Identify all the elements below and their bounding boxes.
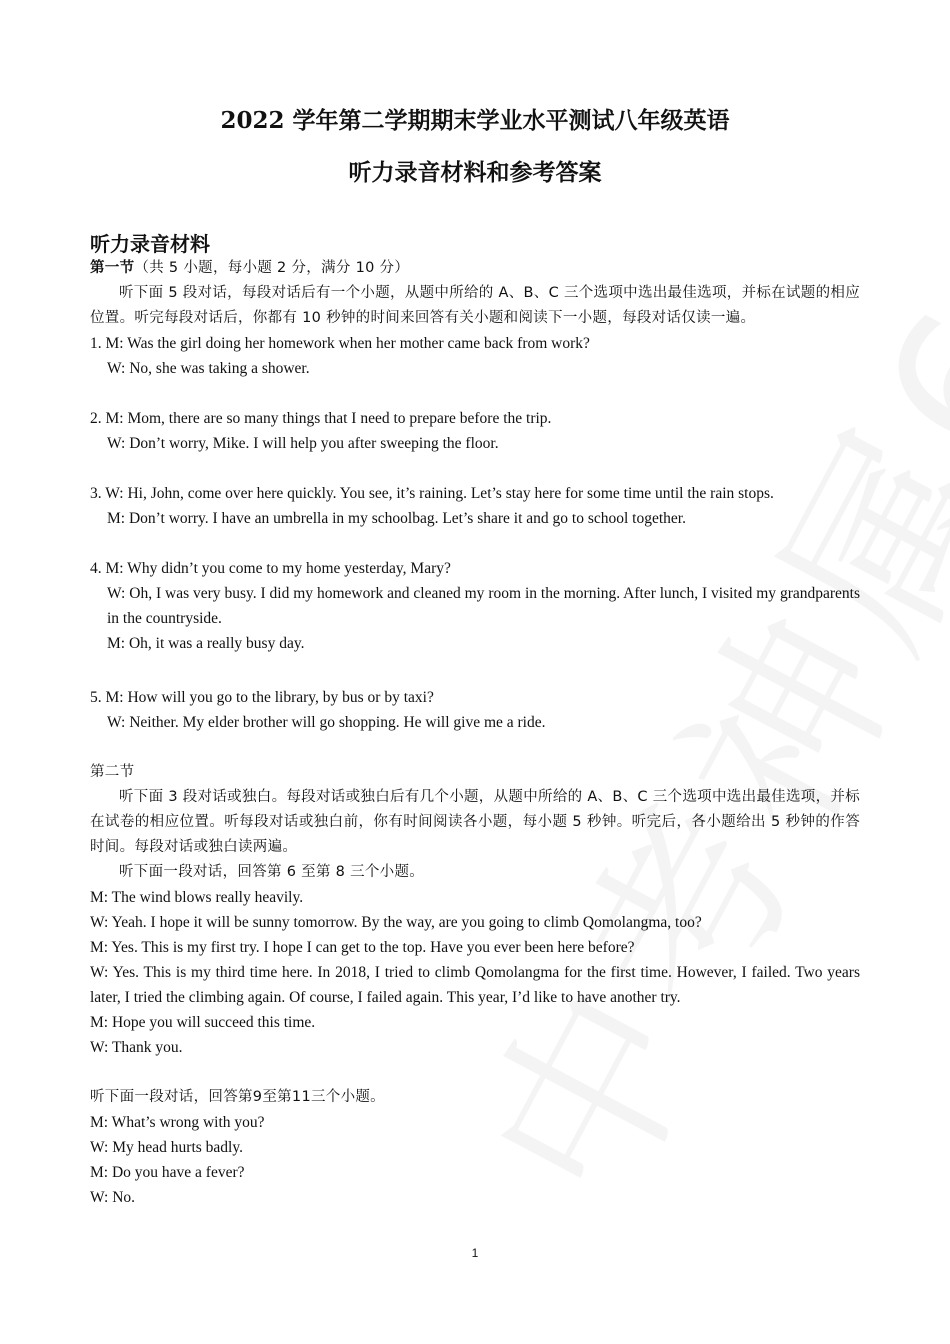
- dialog1-intro: 听下面一段对话，回答第 6 至第 8 三个小题。: [119, 864, 425, 880]
- q5-line1: 5. M: How will you go to the library, by bus or by taxi?: [90, 689, 434, 706]
- dialog2-line: W: My head hurts badly.: [90, 1139, 243, 1156]
- q5-line2: W: Neither. My elder brother will go shopping. He will give me a ride.: [107, 714, 546, 731]
- section-heading: 听力录音材料: [90, 232, 210, 256]
- dialog1-line: W: Yes. This is my third time here. In 2018, I tried to climb Qomolangma for the first time. However, I failed. Two years later, I tried the climbing again. Of course, I failed again. This year, I’d like to have another try.: [90, 964, 860, 1006]
- dialog2-line: M: Do you have a fever?: [90, 1164, 245, 1181]
- q4-line1: 4. M: Why didn’t you come to my home yesterday, Mary?: [90, 560, 451, 577]
- q4-line2: W: Oh, I was very busy. I did my homework and cleaned my room in the morning. After lunch, I visited my grandparents in the countryside.: [107, 585, 860, 627]
- dialog1-line: W: Yeah. I hope it will be sunny tomorrow. By the way, are you going to climb Qomolangma, too?: [90, 914, 702, 931]
- document-title: 2022 学年第二学期期末学业水平测试八年级英语: [220, 107, 730, 134]
- part2-instruction: 听下面 3 段对话或独白。每段对话或独白后有几个小题，从题中所给的 A、B、C 三个选项中选出最佳选项，并标在试卷的相应位置。听每段对话或独白前，你有时间阅读各小题，每小题 5 秒钟。听完后，各小题给出 5 秒钟的作答时间。每段对话或独白读两遍。: [90, 789, 860, 855]
- q2-line1: 2. M: Mom, there are so many things that I need to prepare before the trip.: [90, 410, 552, 427]
- document-body: [90, 256, 860, 1210]
- dialog2-line: W: No.: [90, 1189, 136, 1206]
- part1-label: 第一节: [90, 260, 135, 276]
- dialog2-intro: 听下面一段对话，回答第9至第11三个小题。: [90, 1089, 385, 1105]
- q4-line3: M: Oh, it was a really busy day.: [107, 635, 305, 652]
- q3-line2: M: Don’t worry. I have an umbrella in my schoolbag. Let’s share it and go to school together.: [107, 510, 686, 527]
- dialog1-line: M: The wind blows really heavily.: [90, 889, 304, 906]
- q1-line1: 1. M: Was the girl doing her homework when her mother came back from work?: [90, 335, 590, 352]
- dialog1-line: M: Yes. This is my first try. I hope I can get to the top. Have you ever been here before?: [90, 939, 635, 956]
- part1-note: （共 5 小题，每小题 2 分，满分 10 分）: [134, 260, 410, 276]
- dialog1-line: W: Thank you.: [90, 1039, 183, 1056]
- page-number: 1: [471, 1246, 479, 1260]
- q2-line2: W: Don’t worry, Mike. I will help you after sweeping the floor.: [107, 435, 499, 452]
- q3-line1: 3. W: Hi, John, come over here quickly. You see, it’s raining. Let’s stay here for some time until the rain stops.: [90, 485, 774, 502]
- part1-instruction: 听下面 5 段对话，每段对话后有一个小题，从题中所给的 A、B、C 三个选项中选出最佳选项，并标在试题的相应位置。听完每段对话后，你都有 10 秒钟的时间来回答有关小题和阅读下一小题，每段对话仅读一遍。: [90, 285, 860, 326]
- q1-line2: W: No, she was taking a shower.: [107, 360, 310, 377]
- dialog2-line: M: What’s wrong with you?: [90, 1114, 265, 1131]
- part2-label: 第二节: [90, 764, 135, 780]
- document-subtitle: 听力录音材料和参考答案: [348, 159, 602, 186]
- part1-header: [90, 256, 860, 281]
- dialog1-line: M: Hope you will succeed this time.: [90, 1014, 316, 1031]
